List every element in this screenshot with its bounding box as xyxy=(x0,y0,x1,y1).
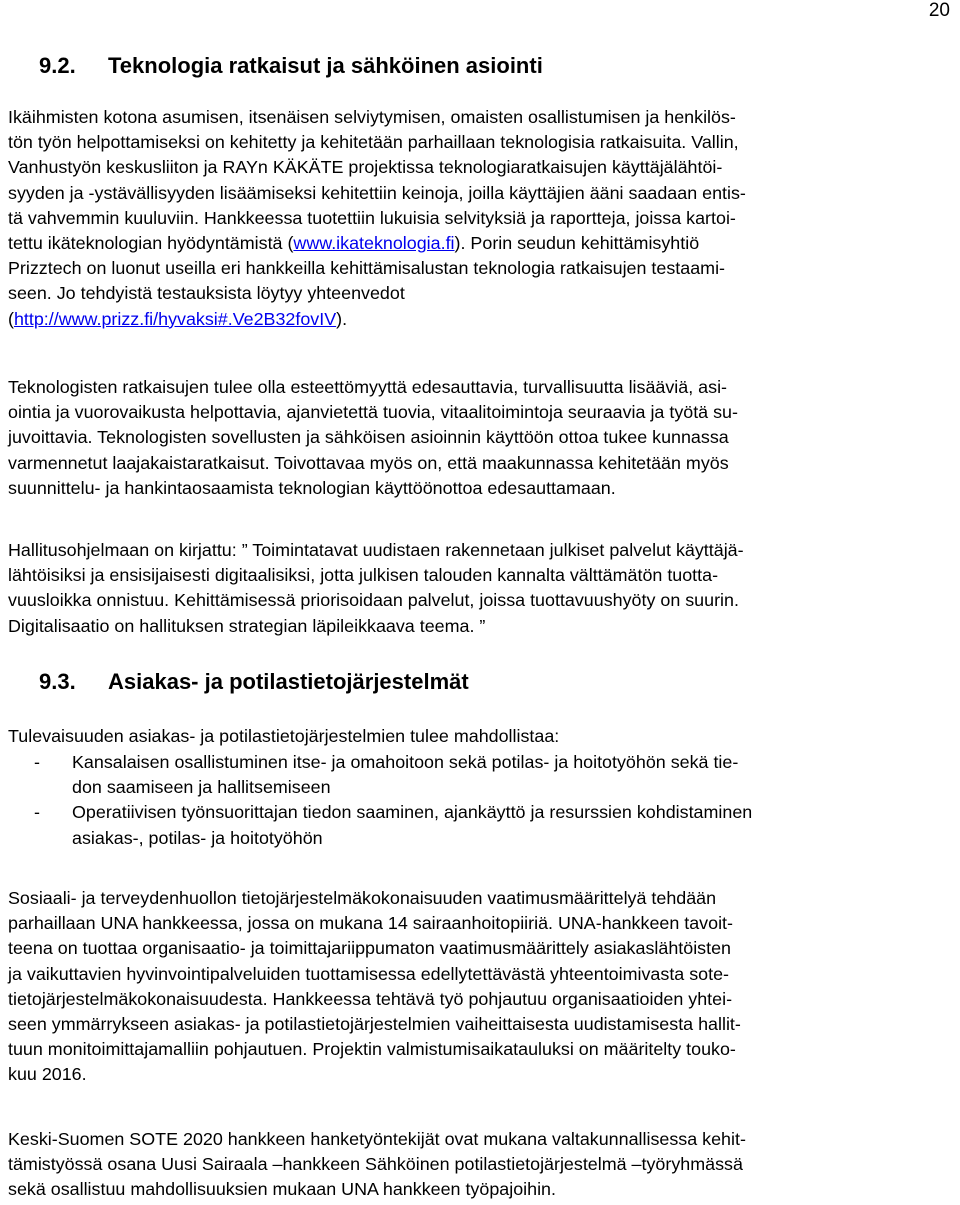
list-item xyxy=(34,750,752,800)
text-line: tuun monitoimittajamalliin pohjautuen. Projektin valmistumisaikatauluksi on määritelty touko- xyxy=(8,1039,736,1060)
text-line: Digitalisaatio on hallituksen strategian läpileikkaava teema. ” xyxy=(8,615,486,636)
text-line: suunnittelu- ja hankintaosaamista teknologian käyttöönottoa edesauttamaan. xyxy=(8,477,616,498)
text-segment: tettu ikäteknologian hyödyntämistä ( xyxy=(8,233,294,254)
text-line: juvoittavia. Teknologisten sovellusten ja sähköisen asioinnin käyttöön ottoa tukee kunnassa xyxy=(8,427,729,448)
text-line: tön työn helpottamiseksi on kehitetty ja kehitetään parhaillaan teknologisia ratkaisuita. Vallin, xyxy=(8,132,739,153)
text-line: tämistyössä osana Uusi Sairaala –hankkeen Sähköinen potilastietojärjestelmä –työryhmässä xyxy=(8,1154,743,1175)
text-line: seen. Jo tehdyistä testauksista löytyy yhteenvedot xyxy=(8,283,405,304)
text-line: Vanhustyön keskusliiton ja RAYn KÄKÄTE projektissa teknologiaratkaisujen käyttäjälähtöi- xyxy=(8,157,723,178)
text-line: Teknologisten ratkaisujen tulee olla esteettömyyttä edesauttavia, turvallisuutta lisääviä, asi- xyxy=(8,377,727,397)
text-line: Ikäihmisten kotona asumisen, itsenäisen selviytymisen, omaisten osallistumisen ja henkilös- xyxy=(8,107,736,127)
list-item xyxy=(34,800,752,850)
text-segment: ). Porin seudun kehittämisyhtiö xyxy=(454,233,700,254)
text-line: Tulevaisuuden asiakas- ja potilastietojärjestelmien tulee mahdollistaa: xyxy=(8,726,560,746)
section-heading-9-3 xyxy=(39,668,469,696)
text-line: parhaillaan UNA hankkeessa, jossa on mukana 14 sairaanhoitopiiriä. UNA-hankkeen tavoit- xyxy=(8,913,733,934)
list-dash: - xyxy=(34,802,40,823)
section-number: 9.2. xyxy=(39,53,76,78)
text-line: Kansalaisen osallistuminen itse- ja omahoitoon sekä potilas- ja hoitotyöhön sekä tie- xyxy=(72,752,739,772)
section-number: 9.3. xyxy=(39,669,76,694)
text-line: ointia ja vuorovaikusta helpottavia, ajanvietettä tuovia, vitaalitoimintoja seuraavia ja työtä su- xyxy=(8,402,738,423)
paragraph-technology xyxy=(8,105,952,332)
text-line: Sosiaali- ja terveydenhuollon tietojärjestelmäkokonaisuuden vaatimusmäärittelyä tehdään xyxy=(8,888,717,908)
text-line: vuusloikka onnistuu. Kehittämisessä priorisoidaan palvelut, joissa tuottavuushyöty on suurin. xyxy=(8,590,739,611)
text-line: Keski-Suomen SOTE 2020 hankkeen hanketyöntekijät ovat mukana valtakunnallisessa kehit- xyxy=(8,1129,746,1149)
text-line xyxy=(8,231,952,256)
ikateknologia-link[interactable]: www.ikateknologia.fi xyxy=(293,233,455,254)
text-line: asiakas-, potilas- ja hoitotyöhön xyxy=(72,827,323,848)
text-line: ja vaikuttavien hyvinvointipalveluiden tuottamisessa edellytettävästä yhteentoimivasta sote- xyxy=(8,963,729,984)
section-heading-9-2 xyxy=(39,52,543,80)
paragraph-requirements xyxy=(8,375,952,501)
text-line: tietojärjestelmäkokonaisuudesta. Hankkeessa tehtävä työ pohjautuu organisaatioiden yhtei- xyxy=(8,988,733,1009)
requirements-list xyxy=(34,750,752,851)
paragraph-una-project xyxy=(8,886,952,1088)
text-line: sekä osallistuu mahdollisuuksien mukaan UNA hankkeen työpajoihin. xyxy=(8,1179,556,1200)
text-line: Prizztech on luonut useilla eri hankkeilla kehittämisalustan teknologia ratkaisujen testaami- xyxy=(8,258,725,279)
text-line: kuu 2016. xyxy=(8,1064,87,1085)
text-segment: ( xyxy=(8,308,14,329)
text-line: tä vahvemmin kuuluviin. Hankkeessa tuotettiin lukuisia selvityksiä ja raportteja, joissa kartoi- xyxy=(8,207,736,228)
text-line: seen ymmärrykseen asiakas- ja potilastietojärjestelmien vaiheittaisesta uudistamisesta hallit- xyxy=(8,1014,741,1035)
section-title: Teknologia ratkaisut ja sähköinen asiointi xyxy=(108,53,543,78)
text-line: varmennetut laajakaistaratkaisut. Toivottavaa myös on, että maakunnassa kehitetään myös xyxy=(8,452,729,473)
text-line: lähtöisiksi ja ensisijaisesti digitaalisiksi, jotta julkisen talouden kannalta välttämätön tuotta- xyxy=(8,565,719,586)
text-line: Hallitusohjelmaan on kirjattu: ” Toimintatavat uudistaen rakennetaan julkiset palvelut käyttäjä- xyxy=(8,540,744,560)
text-line: Operatiivisen työnsuorittajan tiedon saaminen, ajankäyttö ja resurssien kohdistaminen xyxy=(72,802,753,823)
paragraph-government-program xyxy=(8,538,952,639)
text-line xyxy=(8,307,952,332)
text-line: syyden ja -ystävällisyyden lisäämiseksi kehitettiin keinoja, joilla käyttäjien ääni saadaan entis- xyxy=(8,182,746,203)
prizz-link[interactable]: http://www.prizz.fi/hyvaksi#.Ve2B32fovIV xyxy=(13,308,337,329)
list-dash: - xyxy=(34,752,40,772)
page-number: 20 xyxy=(928,0,950,21)
text-segment: ). xyxy=(336,308,348,329)
text-line: teena on tuottaa organisaatio- ja toimittajariippumaton vaatimusmäärittely asiakaslähtöisten xyxy=(8,938,731,959)
text-line: don saamiseen ja hallitsemiseen xyxy=(72,777,331,798)
paragraph-keski-suomi xyxy=(8,1127,952,1203)
section-title: Asiakas- ja potilastietojärjestelmät xyxy=(108,669,469,694)
paragraph-intro xyxy=(8,724,952,749)
